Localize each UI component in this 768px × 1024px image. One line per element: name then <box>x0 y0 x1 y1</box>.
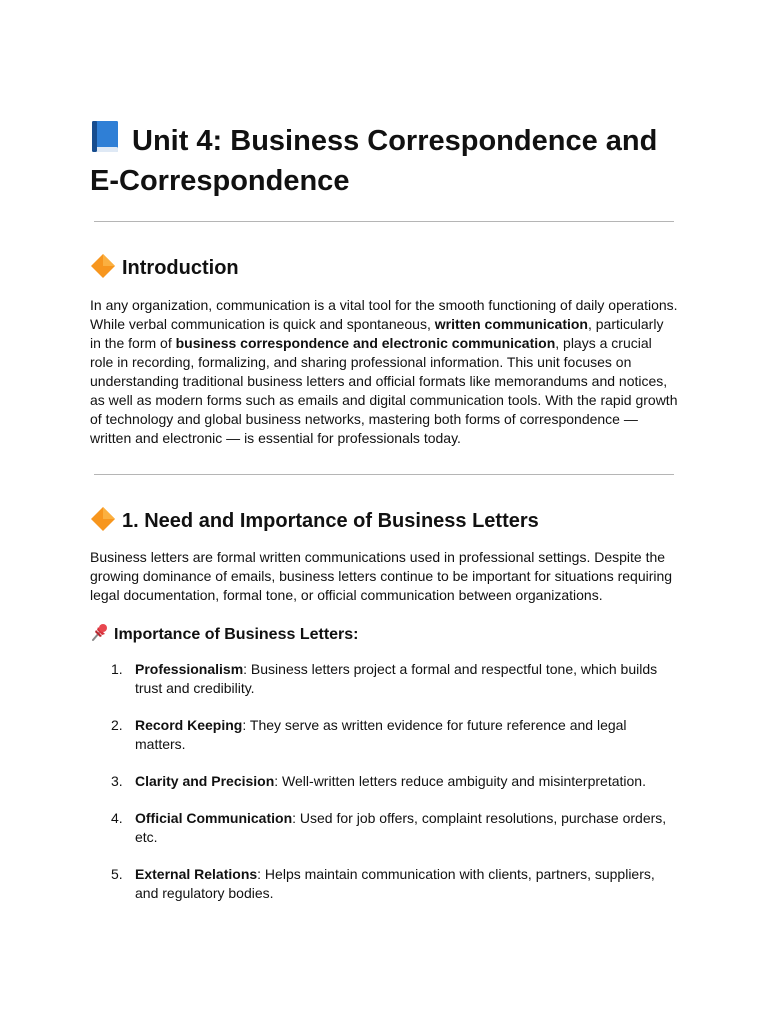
intro-bold-2: business correspondence and electronic communication <box>175 335 556 351</box>
list-item <box>90 716 678 754</box>
list-text: : Business letters project a formal and respectful tone, which builds trust and credibility. <box>135 661 658 696</box>
section1-heading-text: 1. Need and Importance of Business Letters <box>122 510 539 532</box>
list-term: Clarity and Precision <box>135 773 275 789</box>
intro-paragraph <box>90 296 678 448</box>
intro-text-3: , plays a crucial role in recording, formalizing, and sharing professional information. This unit focuses on understanding traditional business letters and official formats like memorandums and notices, as well as modern forms such as emails and digital communication tools. With the rapid growth of technology and global business networks, mastering both forms of correspondence — written and electronic — is essential for professionals today. <box>90 335 678 446</box>
list-item <box>90 772 678 791</box>
divider <box>94 474 674 475</box>
list-item <box>90 865 678 903</box>
importance-subheading-text: Importance of Business Letters: <box>114 626 359 643</box>
list-text: : Well-written letters reduce ambiguity and misinterpretation. <box>274 773 646 789</box>
list-number: 3. <box>111 773 123 789</box>
list-number: 1. <box>111 661 123 677</box>
list-term: External Relations <box>135 866 258 882</box>
importance-list <box>90 660 678 921</box>
intro-heading <box>90 253 678 281</box>
list-text: : Helps maintain communication with clients, partners, suppliers, and regulatory bodies. <box>135 866 655 901</box>
page-title <box>90 120 678 201</box>
intro-text-1: In any organization, communication is a vital tool for the smooth functioning of daily operations. While verbal communication is quick and spontaneous, <box>90 297 678 332</box>
list-term: Record Keeping <box>135 717 243 733</box>
list-text: : Used for job offers, complaint resolutions, purchase orders, etc. <box>135 810 667 845</box>
pushpin-icon <box>90 622 110 642</box>
book-icon <box>90 120 122 154</box>
orange-diamond-icon <box>90 253 116 279</box>
list-term: Professionalism <box>135 661 244 677</box>
list-number: 2. <box>111 717 123 733</box>
section1-heading <box>90 506 678 534</box>
intro-heading-text: Introduction <box>122 257 239 279</box>
list-item <box>90 809 678 847</box>
intro-bold-1: written communication <box>434 316 588 332</box>
list-text: : They serve as written evidence for future reference and legal matters. <box>135 717 627 752</box>
list-number: 5. <box>111 866 123 882</box>
list-item <box>90 660 678 698</box>
divider <box>94 221 674 222</box>
title-text: Unit 4: Business Correspondence and E-Correspondence <box>90 125 658 197</box>
importance-subheading <box>90 622 678 646</box>
list-number: 4. <box>111 810 123 826</box>
intro-text-2: , particularly in the form of <box>90 316 664 351</box>
orange-diamond-icon <box>90 506 116 532</box>
list-term: Official Communication <box>135 810 293 826</box>
section1-body: Business letters are formal written communications used in professional settings. Despite the growing dominance of emails, business letters continue to be important for situations requiring legal documentation, formal tone, or official communication between organizations. <box>90 549 673 603</box>
